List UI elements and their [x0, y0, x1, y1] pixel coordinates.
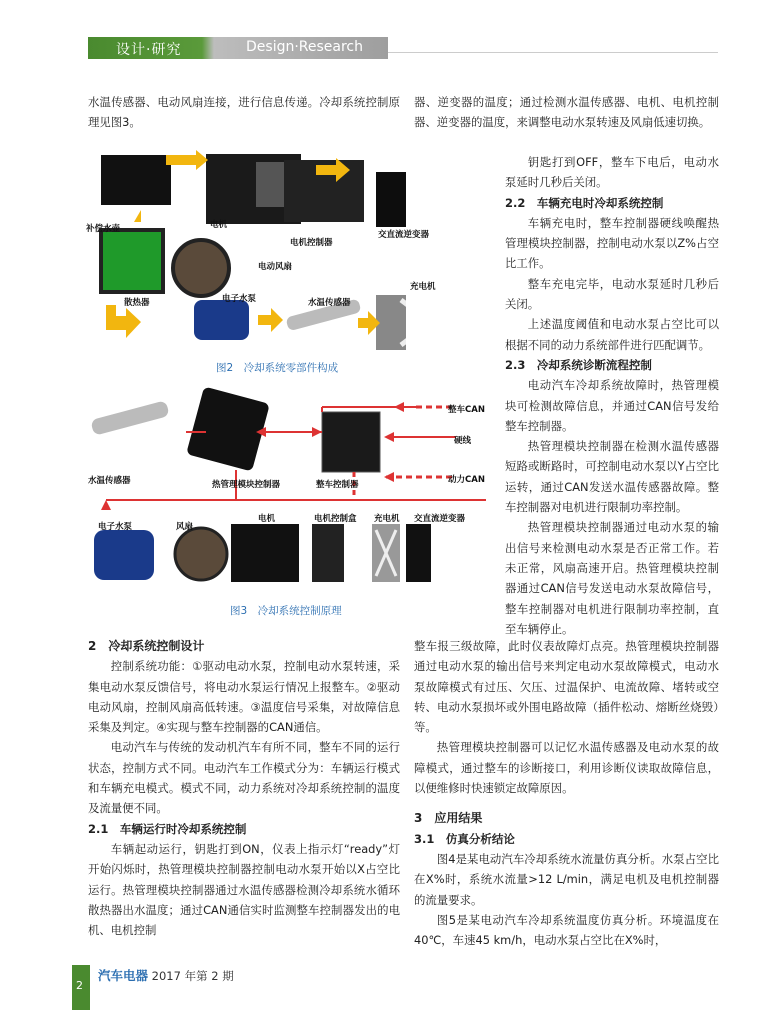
- fan-image: [175, 528, 227, 580]
- section-heading: 2.1 车辆运行时冷却系统控制: [88, 821, 247, 836]
- figure-3-diagram: [86, 382, 496, 587]
- label-vehicle-controller: 整车控制器: [316, 480, 359, 490]
- paragraph: 车辆充电时，整车控制器硬线唤醒热管理模块控制器，控制电动水泵以Z%占空比工作。: [505, 215, 719, 271]
- paragraph: 整车报三级故障，此时仪表故障灯点亮。热管理模块控制器通过电动水泵的输出信号来判定电动水泵故障模式，电动水泵故障模式有过压、欠压、过温保护、电流故障、堵转或空转、电动水泵损坏或外围电路故障（插件松动、熔断丝烧毁）等。: [414, 639, 719, 735]
- fan-image: [173, 240, 229, 296]
- left-column-bottom: [88, 636, 400, 940]
- label-motor-ctrl-box: 电机控制盒: [314, 514, 357, 524]
- page-number: 2: [76, 979, 83, 992]
- label-motor-3: 电机: [258, 514, 276, 524]
- section-header: [88, 37, 388, 59]
- right-column-top: [414, 92, 719, 133]
- label-charger-3: 充电机: [374, 514, 400, 524]
- section-title-en: Design·Research: [246, 39, 364, 55]
- figure-2-diagram: [86, 150, 406, 360]
- journal-name: 汽车电器: [98, 968, 149, 983]
- label-pump: 电子水泵: [222, 294, 257, 304]
- vehicle-controller-image: [322, 412, 380, 472]
- figure-3-caption: 图3 冷却系统控制原理: [230, 605, 342, 617]
- arrow-icon: [106, 305, 141, 338]
- paragraph: 图5是某电动汽车冷却系统温度仿真分析。环境温度在40℃，车速45 km/h，电动水泵占空比在X%时，: [414, 912, 719, 948]
- paragraph: 电动汽车冷却系统故障时，热管理模块可检测故障信息，并通过CAN信号发给整车控制器。: [505, 378, 719, 433]
- right-column-bottom: [414, 636, 719, 950]
- paragraph: 水温传感器、电动风扇连接，进行信息传递。冷却系统控制原理见图3。: [88, 95, 400, 130]
- arrow-icon: [258, 308, 283, 332]
- inverter-image: [376, 172, 406, 227]
- section-heading: 3.1 仿真分析结论: [414, 831, 515, 846]
- figure-2-caption: 图2 冷却系统零部件构成: [216, 362, 339, 374]
- section-heading: 2.3 冷却系统诊断流程控制: [505, 357, 652, 372]
- motor-control-box-image: [312, 524, 344, 582]
- paragraph: 热管理模块控制器通过电动水泵的输出信号来检测电动水泵是否正常工作。若未正常，风扇高速开启。热管理模块控制器通过CAN信号发送电动水泵故障信号，整车控制器对电机进行限制功率控制，直至车辆停止。: [505, 520, 719, 636]
- section-heading: 2.2 车辆充电时冷却系统控制: [505, 195, 664, 210]
- label-pump-3: 电子水泵: [98, 522, 133, 532]
- paragraph: 控制系统功能：①驱动电动水泵，控制电动水泵转速，采集电动水泵反馈信号，将电动水泵运行情况上报整车。②驱动电动风扇，控制风扇高低转速。③温度信号采集，对故障信息采集及判定。④实现与整车控制器的CAN通信。: [88, 659, 400, 735]
- paragraph: 上述温度阈值和电动水泵占空比可以根据不同的动力系统部件进行匹配调节。: [505, 317, 719, 352]
- arrow-icon: [166, 150, 208, 170]
- paragraph: 器、逆变器的温度；通过检测水温传感器、电机、电机控制器、逆变器的温度，来调整电动水泵转速及风扇低速切换。: [414, 95, 719, 130]
- water-tank-image: [101, 155, 171, 205]
- pump-image: [94, 530, 154, 580]
- page-number-tab: [72, 965, 90, 1010]
- radiator-image: [101, 230, 163, 292]
- label-fan: 电动风扇: [258, 262, 293, 272]
- label-inverter: 交直流逆变器: [378, 230, 430, 240]
- label-fan-3: 风扇: [176, 522, 194, 532]
- inverter-image: [406, 524, 431, 582]
- section-heading: 2 冷却系统控制设计: [88, 639, 205, 653]
- header-rule: [388, 52, 718, 53]
- label-motor: 电机: [210, 220, 228, 230]
- label-power-can: 动力CAN: [448, 475, 485, 485]
- paragraph: 电动汽车与传统的发动机汽车有所不同，整车不同的运行状态，控制方式不同。电动汽车工作模式分为：车辆运行模式和车辆充电模式。模式不同，动力系统对冷却系统控制的温度及流量便不同。: [88, 740, 400, 816]
- label-hardwire: 硬线: [454, 436, 472, 446]
- label-thermal-controller: 热管理模块控制器: [212, 480, 281, 490]
- label-inverter-3: 交直流逆变器: [414, 514, 466, 524]
- label-vehicle-can: 整车CAN: [448, 405, 485, 415]
- label-temp-sensor-3: 水温传感器: [88, 476, 131, 486]
- paragraph: 热管理模块控制器在检测水温传感器短路或断路时，可控制电动水泵以Y占空比运转，通过CAN发送水温传感器故障。整车控制器对电机进行限制功率控制。: [505, 439, 719, 515]
- label-water-tank: 补偿水壶: [86, 224, 121, 234]
- paragraph: 车辆起动运行，钥匙打到ON，仪表上指示灯“ready”灯开始闪烁时，热管理模块控制器控制电动水泵开始以X占空比运行。热管理模块控制器通过水温传感器检测冷却系统水循环散热器出水温度；通过CAN通信实时监测整车控制器发出的电机、电机控制: [88, 841, 400, 938]
- thermal-controller-image: [186, 386, 270, 471]
- section-title-cn: 设计·研究: [116, 42, 182, 58]
- right-column-narrow: [505, 152, 719, 639]
- motor-image: [231, 524, 299, 582]
- pump-image: [194, 300, 249, 340]
- paragraph: 图4是某电动汽车冷却系统水流量仿真分析。水泵占空比在X%时，系统水流量>12 L/min，满足电机及电机控制器的流量要求。: [414, 851, 719, 907]
- paragraph: 热管理模块控制器可以记忆水温传感器及电动水泵的故障模式，通过整车的诊断接口，利用诊断仪读取故障信息，以便维修时快速锁定故障原因。: [414, 740, 719, 796]
- section-heading: 3 应用结果: [414, 811, 483, 826]
- label-charger: 充电机: [410, 282, 436, 292]
- footer: [98, 966, 234, 984]
- label-temp-sensor: 水温传感器: [308, 298, 351, 308]
- paragraph: 钥匙打到OFF，整车下电后，电动水泵延时几秒后关闭。: [505, 155, 719, 190]
- label-radiator: 散热器: [124, 298, 150, 308]
- left-column-top: [88, 92, 400, 133]
- temp-sensor-image: [90, 400, 169, 436]
- label-motor-controller: 电机控制器: [290, 238, 333, 248]
- paragraph: 整车充电完毕，电动水泵延时几秒后关闭。: [505, 276, 719, 312]
- issue-label: 2017 年第 2 期: [151, 969, 234, 983]
